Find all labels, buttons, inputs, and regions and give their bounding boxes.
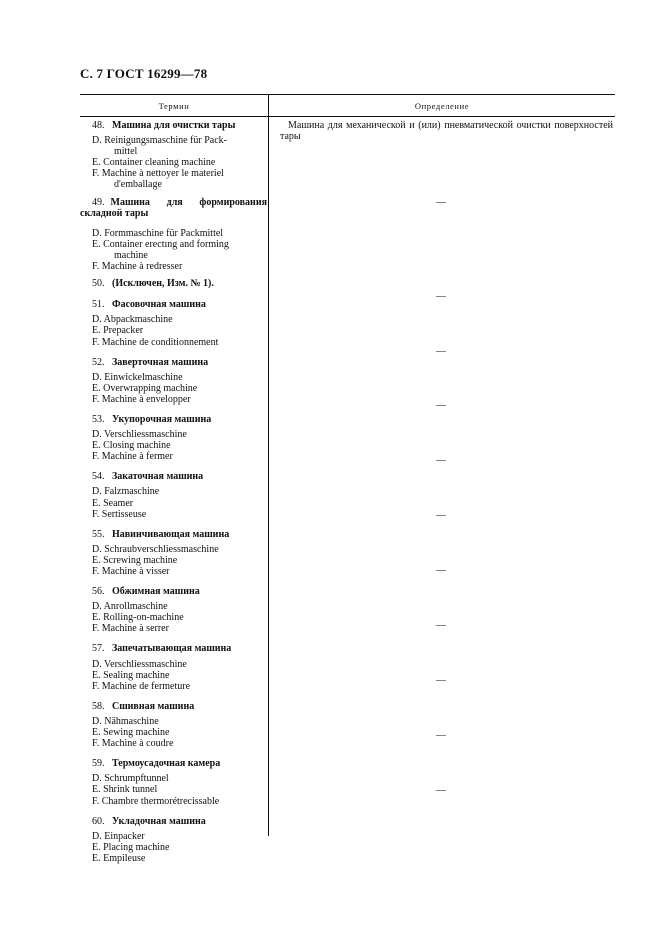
definition-57: — [436,620,446,631]
term-title: 57. Запечатывающая машина [92,643,232,655]
term-english: E. Seamer [92,497,134,509]
term-english: E. Placing machine [92,841,170,853]
term-entry-59 [80,758,267,806]
definition-55: — [436,510,446,521]
term-german: D. Verschliessmaschine [92,429,187,441]
column-header-term: Термин [158,101,190,111]
term-title: 60. Укладочная машина [92,815,206,827]
term-french: F. Machine à redresser [92,261,183,273]
term-title: 50. (Исключен, Изм. № 1). [92,278,214,290]
term-title: 53. Укупорочная машина [92,413,212,425]
term-french: E. Empileuse [92,852,146,864]
term-english: E. Prepacker [92,325,144,337]
term-german: D. Einwickelmaschine [92,371,183,383]
definition-59: — [436,730,446,741]
definition-51: — [436,291,446,302]
term-french: F. Chambre thermorétrecissable [92,795,220,807]
term-entry-55 [80,529,267,577]
term-title: 56. Обжимная машина [92,586,200,598]
definition-49: — [436,197,446,208]
term-entry-58 [80,701,267,749]
term-title: 55. Навинчивающая машина [92,528,230,540]
term-french: F. Machine de fermeture [92,680,191,692]
term-entry-52 [80,357,267,405]
term-german: D. Anrollmaschine [92,601,168,613]
definition-56: — [436,565,446,576]
column-header-definition: Определение [414,101,470,111]
term-german: D. Schraubverschliessmaschine [92,543,219,555]
term-english: E. Container erectıng and forming machine [92,238,229,261]
term-entry-56 [80,586,267,634]
term-german: D. Abpackmaschine [92,314,173,326]
definitions-column [280,120,613,142]
term-german: D. Formmaschine für Packmittel [92,227,224,239]
term-english: E. Closing machine [92,440,171,452]
term-french: F. Machine à serrer [92,623,169,635]
term-entry-51 [80,299,267,347]
term-french: F. Machine à fermer [92,451,173,463]
term-english: E. Sewing machine [92,727,170,739]
terms-column [80,120,267,873]
page-header: С. 7 ГОСТ 16299—78 [80,66,208,81]
term-german: D. Verschliessmaschine [92,658,187,670]
term-french: F. Machine à visser [92,566,170,577]
term-english: E. Container cleaning machine [92,157,216,169]
term-entry-60 [80,816,267,864]
term-title: 48. Машина для очистки тары [92,120,236,131]
term-entry-48 [80,120,267,191]
term-title: 49. Машина для формирования [92,196,267,208]
term-entry-53 [80,414,267,462]
definition-60: — [436,785,446,796]
term-german: D. Falzmaschine [92,486,160,498]
term-title: 58. Сшивная машина [92,700,195,712]
term-title: 51. Фасовочная машина [92,299,206,311]
term-french: F. Machine à nettoyer le materiel d'emballage [92,168,224,191]
term-title-continuation: складной тары [80,207,149,219]
table-top-rule [80,94,615,95]
term-german: D. Einpacker [92,830,145,842]
term-english: E. Rolling-on-machine [92,612,184,624]
definition-58: — [436,675,446,686]
term-english: E. Overwrapping machine [92,382,198,394]
term-title: 52. Заверточная машина [92,356,209,368]
term-entry-54 [80,471,267,519]
term-french: F. Machine de conditionnement [92,336,219,348]
column-divider [268,94,269,836]
definition-53: — [436,400,446,411]
term-entry-50 [80,278,267,289]
term-title: 54. Закаточная машина [92,471,204,483]
term-french: F. Machine à coudre [92,738,174,750]
term-title: 59. Термоусадочная камера [92,758,221,770]
term-french: F. Sertisseuse [92,508,147,520]
term-english: E. Sealing machine [92,669,170,681]
term-german: D. Nähmaschine [92,715,159,727]
term-english: E. Shrink tunnel [92,784,158,796]
term-english: E. Screwing machine [92,554,178,566]
term-german: D. Reinigungsmaschine für Pack- mittel [92,135,227,158]
definition-54: — [436,455,446,466]
definition-52: — [436,346,446,357]
term-french: F. Machine à envelopper [92,393,191,405]
term-german: D. Schrumpftunnel [92,773,169,785]
term-entry-49 [80,197,267,273]
table-header-rule [80,116,615,117]
term-entry-57 [80,643,267,691]
definition-48: Машина для механической и (или) пневматической очистки поверхностей тары [280,120,613,143]
